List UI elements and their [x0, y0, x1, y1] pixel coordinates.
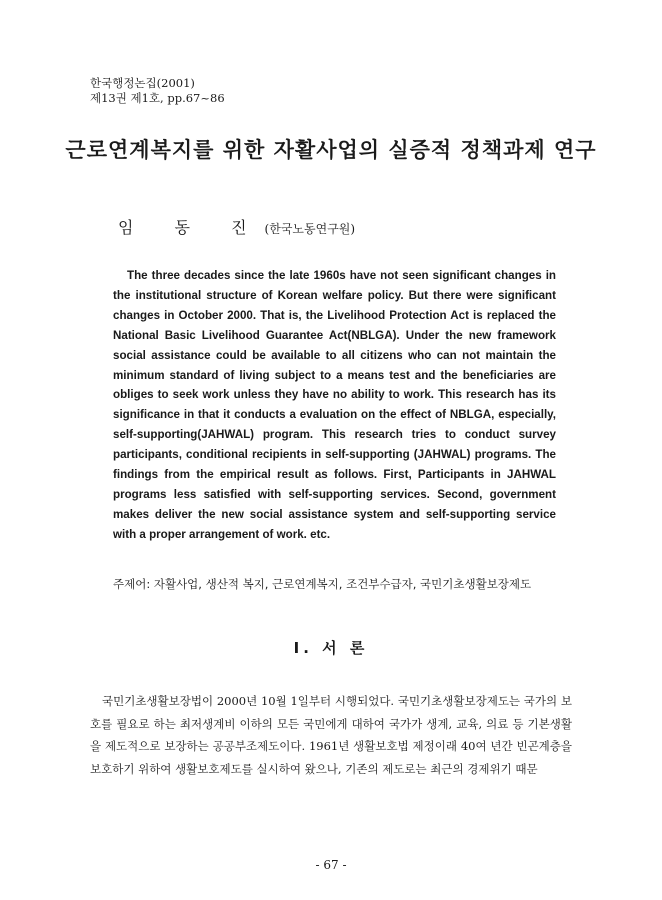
page-number: - 67 - — [315, 858, 347, 872]
author-affiliation: (한국노동연구원) — [264, 222, 356, 236]
author-block — [118, 215, 355, 238]
abstract: The three decades since the late 1960s have not seen significant changes in the institutional structure of Korean welfare policy. But there were significant changes in October 2000. That is, the Livelihood Protection Act is replaced the National Basic Livelihood Guarantee Act(NBLGA). Under the new framework social assistance could be available to all citizens who can not maintain the minimum standard of living subject to a means test and the beneficiaries are obliges to seek work unless they have no ability to work. This research has its significance in that it conducts a evaluation on the effect of NBLGA, especially, self-supporting(JAHWAL) program. This research tries to conduct survey participants, conditional recipients in self-supporting (JAHWAL) programs. The findings from the empirical result as follows. First, Participants in JAHWAL programs less satisfied with self-supporting services. Second, government makes deliver the new social assistance system and self-supporting service with a proper arrangement of work. etc. — [113, 269, 556, 541]
paper-title: 근로연계복지를 위한 자활사업의 실증적 정책과제 연구 — [65, 138, 597, 162]
body-paragraph: 국민기초생활보장법이 2000년 10월 1일부터 시행되었다. 국민기초생활보장제도는 국가의 보호를 필요로 하는 최저생계비 이하의 모든 국민에게 대하여 국가가 생계, 교육, 의료 등 기본생활을 제도적으로 보장하는 공공부조제도이다. 1961년 생활보호법 제정이래 40여 년간 빈곤계층을 보호하기 위하여 생활보호제도를 실시하여 왔으나, 기존의 제도로는 최근의 경제위기 때문 — [90, 694, 572, 777]
keywords: 주제어: 자활사업, 생산적 복지, 근로연계복지, 조건부수급자, 국민기초생활보장제도 — [113, 577, 532, 591]
journal-volume-pages: 제13권 제1호, pp.67~86 — [90, 91, 225, 105]
section-heading: I. 서 론 — [293, 639, 369, 657]
journal-name: 한국행정논집(2001) — [90, 76, 195, 90]
author-name: 임 동 진 — [118, 218, 265, 237]
journal-citation — [90, 76, 225, 106]
